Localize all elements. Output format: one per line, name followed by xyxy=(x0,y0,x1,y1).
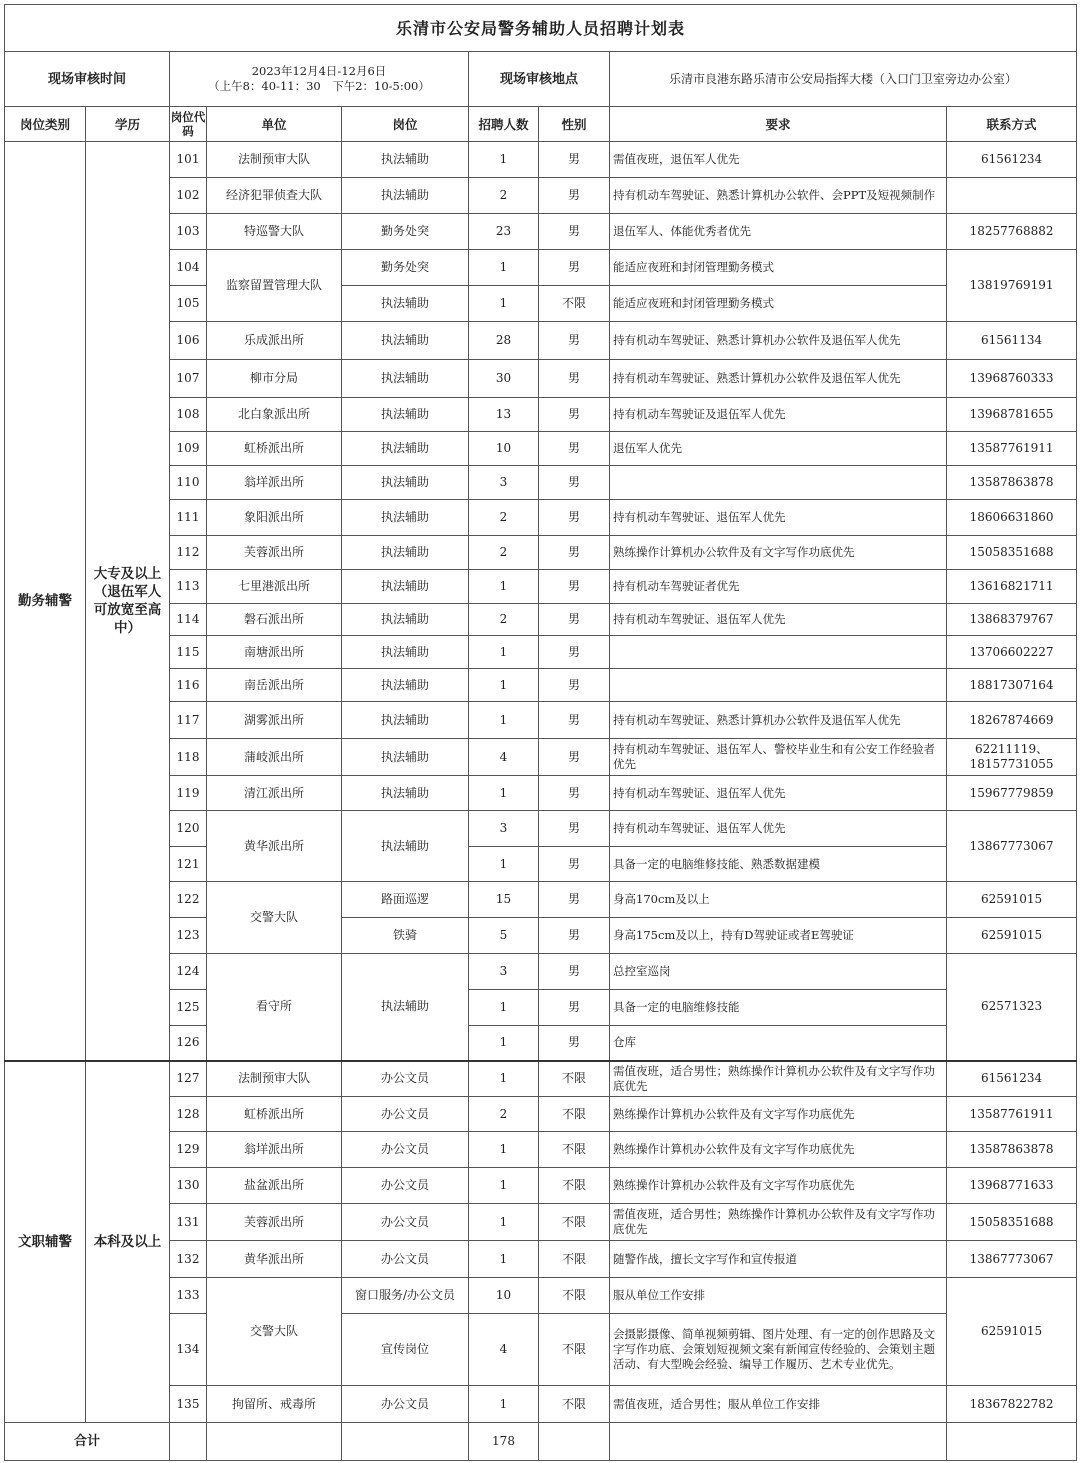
requirement-cell: 总控室巡岗 xyxy=(610,954,947,990)
contact-cell: 62571323 xyxy=(947,954,1077,1061)
requirement-cell: 具备一定的电脑维修技能、熟悉数据建模 xyxy=(610,847,947,882)
post-code-cell: 109 xyxy=(170,432,207,466)
header-education: 学历 xyxy=(86,107,170,142)
unit-cell: 芙蓉派出所 xyxy=(207,1204,342,1241)
unit-cell: 法制预审大队 xyxy=(207,1061,342,1097)
unit-cell: 蒲岐派出所 xyxy=(207,739,342,776)
post-code-cell: 118 xyxy=(170,739,207,776)
table-row xyxy=(5,1061,1077,1097)
post-code-cell: 113 xyxy=(170,570,207,604)
hire-count-cell: 3 xyxy=(469,954,539,990)
hire-count-cell: 2 xyxy=(469,1097,539,1132)
contact-cell: 13867773067 xyxy=(947,811,1077,882)
post-code-cell: 133 xyxy=(170,1278,207,1314)
contact-cell: 13968760333 xyxy=(947,360,1077,398)
contact-cell: 18606631860 xyxy=(947,500,1077,536)
total-empty-cell xyxy=(610,1423,947,1461)
hire-count-cell: 1 xyxy=(469,570,539,604)
contact-cell: 13587761911 xyxy=(947,432,1077,466)
post-cell: 办公文员 xyxy=(342,1097,469,1132)
unit-cell: 北白象派出所 xyxy=(207,398,342,432)
post-cell: 执法辅助 xyxy=(342,286,469,322)
requirement-cell xyxy=(610,636,947,669)
post-cell: 执法辅助 xyxy=(342,432,469,466)
gender-cell: 男 xyxy=(539,398,610,432)
contact-cell: 62591015 xyxy=(947,1278,1077,1386)
gender-cell: 不限 xyxy=(539,1168,610,1204)
contact-cell: 13616821711 xyxy=(947,570,1077,604)
post-code-cell: 131 xyxy=(170,1204,207,1241)
header-post: 岗位 xyxy=(342,107,469,142)
post-cell: 执法辅助 xyxy=(342,604,469,636)
hire-count-cell: 1 xyxy=(469,1061,539,1097)
gender-cell: 不限 xyxy=(539,1314,610,1386)
gender-cell: 男 xyxy=(539,536,610,570)
gender-cell: 不限 xyxy=(539,1386,610,1423)
post-cell: 办公文员 xyxy=(342,1241,469,1278)
requirement-cell: 持有机动车驾驶证、退伍军人优先 xyxy=(610,776,947,811)
requirement-cell: 持有机动车驾驶证、退伍军人优先 xyxy=(610,604,947,636)
post-cell: 办公文员 xyxy=(342,1168,469,1204)
contact-cell: 13968781655 xyxy=(947,398,1077,432)
gender-cell: 男 xyxy=(539,669,610,702)
gender-cell: 男 xyxy=(539,847,610,882)
unit-cell: 看守所 xyxy=(207,954,342,1061)
total-empty-cell xyxy=(342,1423,469,1461)
contact-cell: 18257768882 xyxy=(947,214,1077,250)
education-cell-duty: 大专及以上（退伍军人可放宽至高中） xyxy=(86,142,170,1061)
hire-count-cell: 28 xyxy=(469,322,539,360)
contact-cell: 13867773067 xyxy=(947,1241,1077,1278)
hire-count-cell: 15 xyxy=(469,882,539,918)
hire-count-cell: 30 xyxy=(469,360,539,398)
post-code-cell: 102 xyxy=(170,178,207,214)
unit-cell: 法制预审大队 xyxy=(207,142,342,178)
post-cell: 办公文员 xyxy=(342,1386,469,1423)
review-time-value xyxy=(170,52,469,107)
post-code-cell: 122 xyxy=(170,882,207,918)
hire-count-cell: 1 xyxy=(469,669,539,702)
gender-cell: 男 xyxy=(539,636,610,669)
unit-cell: 经济犯罪侦查大队 xyxy=(207,178,342,214)
contact-cell: 62591015 xyxy=(947,918,1077,954)
post-code-cell: 115 xyxy=(170,636,207,669)
requirement-cell: 熟练操作计算机办公软件及有文字写作功底优先 xyxy=(610,1097,947,1132)
hire-count-cell: 10 xyxy=(469,1278,539,1314)
post-code-cell: 110 xyxy=(170,466,207,500)
requirement-cell: 熟练操作计算机办公软件及有文字写作功底优先 xyxy=(610,1132,947,1168)
unit-cell: 柳市分局 xyxy=(207,360,342,398)
gender-cell: 男 xyxy=(539,882,610,918)
unit-cell: 特巡警大队 xyxy=(207,214,342,250)
unit-cell: 虹桥派出所 xyxy=(207,432,342,466)
hire-count-cell: 2 xyxy=(469,178,539,214)
post-code-cell: 130 xyxy=(170,1168,207,1204)
post-code-cell: 120 xyxy=(170,811,207,847)
unit-cell: 七里港派出所 xyxy=(207,570,342,604)
gender-cell: 男 xyxy=(539,466,610,500)
contact-cell: 18817307164 xyxy=(947,669,1077,702)
requirement-cell: 持有机动车驾驶证、退伍军人、警校毕业生和有公安工作经验者优先 xyxy=(610,739,947,776)
requirement-cell: 随警作战，擅长文字写作和宣传报道 xyxy=(610,1241,947,1278)
total-empty-cell xyxy=(539,1423,610,1461)
post-code-cell: 127 xyxy=(170,1061,207,1097)
post-code-cell: 108 xyxy=(170,398,207,432)
post-cell: 宣传岗位 xyxy=(342,1314,469,1386)
hire-count-cell: 1 xyxy=(469,702,539,739)
header-code: 岗位代码 xyxy=(170,107,207,142)
gender-cell: 男 xyxy=(539,604,610,636)
post-cell: 执法辅助 xyxy=(342,322,469,360)
requirement-cell: 熟练操作计算机办公软件及有文字写作功底优先 xyxy=(610,536,947,570)
post-code-cell: 134 xyxy=(170,1314,207,1386)
hire-count-cell: 2 xyxy=(469,500,539,536)
total-empty-cell xyxy=(207,1423,342,1461)
contact-cell: 61561134 xyxy=(947,322,1077,360)
requirement-cell: 持有机动车驾驶证、熟悉计算机办公软件、会PPT及短视频制作 xyxy=(610,178,947,214)
unit-cell: 南塘派出所 xyxy=(207,636,342,669)
post-cell: 执法辅助 xyxy=(342,142,469,178)
header-count: 招聘人数 xyxy=(469,107,539,142)
unit-cell: 清江派出所 xyxy=(207,776,342,811)
post-code-cell: 125 xyxy=(170,990,207,1026)
post-code-cell: 106 xyxy=(170,322,207,360)
review-time-label: 现场审核时间 xyxy=(5,52,170,107)
category-cell-duty: 勤务辅警 xyxy=(5,142,86,1061)
unit-cell: 监察留置管理大队 xyxy=(207,250,342,322)
recruitment-document xyxy=(4,4,1076,1461)
post-code-cell: 132 xyxy=(170,1241,207,1278)
requirement-cell: 身高175cm及以上，持有D驾驶证或者E驾驶证 xyxy=(610,918,947,954)
gender-cell: 男 xyxy=(539,990,610,1026)
review-time-dates: 2023年12月4日-12月6日 xyxy=(251,64,387,78)
post-code-cell: 101 xyxy=(170,142,207,178)
post-code-cell: 105 xyxy=(170,286,207,322)
total-row xyxy=(5,1423,1077,1461)
requirement-cell: 退伍军人、体能优秀者优先 xyxy=(610,214,947,250)
total-empty-cell xyxy=(947,1423,1077,1461)
hire-count-cell: 23 xyxy=(469,214,539,250)
hire-count-cell: 1 xyxy=(469,1204,539,1241)
post-cell: 执法辅助 xyxy=(342,636,469,669)
post-code-cell: 124 xyxy=(170,954,207,990)
post-code-cell: 114 xyxy=(170,604,207,636)
hire-count-cell: 4 xyxy=(469,739,539,776)
gender-cell: 男 xyxy=(539,432,610,466)
hire-count-cell: 3 xyxy=(469,466,539,500)
unit-cell: 黄华派出所 xyxy=(207,1241,342,1278)
unit-cell: 南岳派出所 xyxy=(207,669,342,702)
unit-cell: 交警大队 xyxy=(207,1278,342,1386)
post-cell: 勤务处突 xyxy=(342,250,469,286)
hire-count-cell: 1 xyxy=(469,250,539,286)
unit-cell: 象阳派出所 xyxy=(207,500,342,536)
hire-count-cell: 4 xyxy=(469,1314,539,1386)
requirement-cell: 服从单位工作安排 xyxy=(610,1278,947,1314)
gender-cell: 男 xyxy=(539,360,610,398)
post-code-cell: 104 xyxy=(170,250,207,286)
requirement-cell: 能适应夜班和封闭管理勤务模式 xyxy=(610,250,947,286)
gender-cell: 男 xyxy=(539,954,610,990)
hire-count-cell: 1 xyxy=(469,1168,539,1204)
requirement-cell: 需值夜班，退伍军人优先 xyxy=(610,142,947,178)
requirement-cell: 持有机动车驾驶证、退伍军人优先 xyxy=(610,500,947,536)
recruitment-table xyxy=(4,4,1077,1461)
post-cell: 执法辅助 xyxy=(342,466,469,500)
hire-count-cell: 1 xyxy=(469,990,539,1026)
hire-count-cell: 3 xyxy=(469,811,539,847)
requirement-cell: 需值夜班，适合男性；熟练操作计算机办公软件及有文字写作功底优先 xyxy=(610,1204,947,1241)
post-cell: 执法辅助 xyxy=(342,954,469,1061)
post-cell: 执法辅助 xyxy=(342,739,469,776)
education-cell-civil: 本科及以上 xyxy=(86,1061,170,1423)
contact-cell: 62211119、18157731055 xyxy=(947,739,1077,776)
hire-count-cell: 1 xyxy=(469,847,539,882)
contact-cell: 13706602227 xyxy=(947,636,1077,669)
unit-cell: 黄华派出所 xyxy=(207,811,342,882)
post-cell: 执法辅助 xyxy=(342,398,469,432)
page-title: 乐清市公安局警务辅助人员招聘计划表 xyxy=(5,5,1077,52)
unit-cell: 翁垟派出所 xyxy=(207,466,342,500)
post-cell: 执法辅助 xyxy=(342,669,469,702)
hire-count-cell: 1 xyxy=(469,142,539,178)
requirement-cell: 身高170cm及以上 xyxy=(610,882,947,918)
contact-cell: 61561234 xyxy=(947,142,1077,178)
review-place-value: 乐清市良港东路乐清市公安局指挥大楼（入口门卫室旁边办公室） xyxy=(610,52,1077,107)
post-cell: 窗口服务/办公文员 xyxy=(342,1278,469,1314)
gender-cell: 男 xyxy=(539,570,610,604)
header-contact: 联系方式 xyxy=(947,107,1077,142)
post-cell: 执法辅助 xyxy=(342,570,469,604)
hire-count-cell: 1 xyxy=(469,636,539,669)
gender-cell: 不限 xyxy=(539,1061,610,1097)
requirement-cell xyxy=(610,669,947,702)
post-code-cell: 111 xyxy=(170,500,207,536)
gender-cell: 不限 xyxy=(539,286,610,322)
requirement-cell: 仓库 xyxy=(610,1026,947,1061)
gender-cell: 男 xyxy=(539,702,610,739)
post-code-cell: 103 xyxy=(170,214,207,250)
total-label: 合计 xyxy=(5,1423,170,1461)
unit-cell: 虹桥派出所 xyxy=(207,1097,342,1132)
hire-count-cell: 1 xyxy=(469,1386,539,1423)
post-code-cell: 121 xyxy=(170,847,207,882)
gender-cell: 男 xyxy=(539,214,610,250)
contact-cell: 15967779859 xyxy=(947,776,1077,811)
hire-count-cell: 5 xyxy=(469,918,539,954)
post-code-cell: 116 xyxy=(170,669,207,702)
requirement-cell: 需值夜班，适合男性；服从单位工作安排 xyxy=(610,1386,947,1423)
post-code-cell: 112 xyxy=(170,536,207,570)
gender-cell: 男 xyxy=(539,1026,610,1061)
review-time-hours: （上午8：40-11：30 下午2：10-5:00） xyxy=(208,79,430,93)
contact-cell: 13819769191 xyxy=(947,250,1077,322)
header-category: 岗位类别 xyxy=(5,107,86,142)
requirement-cell: 持有机动车驾驶证、熟悉计算机办公软件及退伍军人优先 xyxy=(610,322,947,360)
requirement-cell: 持有机动车驾驶证及退伍军人优先 xyxy=(610,398,947,432)
hire-count-cell: 2 xyxy=(469,604,539,636)
contact-cell xyxy=(947,178,1077,214)
requirement-cell: 持有机动车驾驶证、熟悉计算机办公软件及退伍军人优先 xyxy=(610,702,947,739)
post-cell: 执法辅助 xyxy=(342,500,469,536)
requirement-cell: 持有机动车驾驶证、熟悉计算机办公软件及退伍军人优先 xyxy=(610,360,947,398)
post-cell: 办公文员 xyxy=(342,1061,469,1097)
hire-count-cell: 1 xyxy=(469,1026,539,1061)
requirement-cell: 需值夜班，适合男性；熟练操作计算机办公软件及有文字写作功底优先 xyxy=(610,1061,947,1097)
requirement-cell: 具备一定的电脑维修技能 xyxy=(610,990,947,1026)
hire-count-cell: 1 xyxy=(469,1132,539,1168)
requirement-cell: 持有机动车驾驶证、退伍军人优先 xyxy=(610,811,947,847)
header-requirement: 要求 xyxy=(610,107,947,142)
header-unit: 单位 xyxy=(207,107,342,142)
post-code-cell: 128 xyxy=(170,1097,207,1132)
gender-cell: 男 xyxy=(539,918,610,954)
unit-cell: 湖雾派出所 xyxy=(207,702,342,739)
category-cell-civil: 文职辅警 xyxy=(5,1061,86,1423)
contact-cell: 18367822782 xyxy=(947,1386,1077,1423)
gender-cell: 男 xyxy=(539,739,610,776)
post-code-cell: 126 xyxy=(170,1026,207,1061)
hire-count-cell: 1 xyxy=(469,286,539,322)
unit-cell: 磐石派出所 xyxy=(207,604,342,636)
hire-count-cell: 13 xyxy=(469,398,539,432)
table-row xyxy=(5,142,1077,178)
requirement-cell: 退伍军人优先 xyxy=(610,432,947,466)
post-cell: 执法辅助 xyxy=(342,702,469,739)
gender-cell: 男 xyxy=(539,142,610,178)
post-cell: 执法辅助 xyxy=(342,536,469,570)
gender-cell: 男 xyxy=(539,776,610,811)
post-cell: 办公文员 xyxy=(342,1132,469,1168)
unit-cell: 拘留所、戒毒所 xyxy=(207,1386,342,1423)
contact-cell: 13587761911 xyxy=(947,1097,1077,1132)
contact-cell: 13587863878 xyxy=(947,466,1077,500)
post-cell: 路面巡逻 xyxy=(342,882,469,918)
requirement-cell: 能适应夜班和封闭管理勤务模式 xyxy=(610,286,947,322)
total-value: 178 xyxy=(469,1423,539,1461)
total-empty-cell xyxy=(170,1423,207,1461)
gender-cell: 不限 xyxy=(539,1278,610,1314)
post-cell: 执法辅助 xyxy=(342,360,469,398)
contact-cell: 15058351688 xyxy=(947,536,1077,570)
gender-cell: 男 xyxy=(539,322,610,360)
gender-cell: 男 xyxy=(539,178,610,214)
contact-cell: 13968771633 xyxy=(947,1168,1077,1204)
hire-count-cell: 2 xyxy=(469,536,539,570)
gender-cell: 男 xyxy=(539,500,610,536)
hire-count-cell: 1 xyxy=(469,1241,539,1278)
header-gender: 性别 xyxy=(539,107,610,142)
post-cell: 铁骑 xyxy=(342,918,469,954)
requirement-cell: 持有机动车驾驶证者优先 xyxy=(610,570,947,604)
unit-cell: 盐盆派出所 xyxy=(207,1168,342,1204)
post-cell: 勤务处突 xyxy=(342,214,469,250)
gender-cell: 男 xyxy=(539,250,610,286)
hire-count-cell: 10 xyxy=(469,432,539,466)
requirement-cell: 会摄影摄像、简单视频剪辑、图片处理、有一定的创作思路及文字写作功底、会策划短视频文案有新闻宣传经验的、会策划主题活动、有大型晚会经验、编导工作履历、艺术专业优先。 xyxy=(610,1314,947,1386)
gender-cell: 不限 xyxy=(539,1097,610,1132)
unit-cell: 翁垟派出所 xyxy=(207,1132,342,1168)
gender-cell: 不限 xyxy=(539,1241,610,1278)
contact-cell: 61561234 xyxy=(947,1061,1077,1097)
requirement-cell: 熟练操作计算机办公软件及有文字写作功底优先 xyxy=(610,1168,947,1204)
gender-cell: 不限 xyxy=(539,1132,610,1168)
contact-cell: 13868379767 xyxy=(947,604,1077,636)
review-place-label: 现场审核地点 xyxy=(469,52,610,107)
post-cell: 执法辅助 xyxy=(342,178,469,214)
unit-cell: 交警大队 xyxy=(207,882,342,954)
requirement-cell xyxy=(610,466,947,500)
post-code-cell: 135 xyxy=(170,1386,207,1423)
contact-cell: 15058351688 xyxy=(947,1204,1077,1241)
post-cell: 执法辅助 xyxy=(342,811,469,882)
hire-count-cell: 1 xyxy=(469,776,539,811)
unit-cell: 芙蓉派出所 xyxy=(207,536,342,570)
contact-cell: 62591015 xyxy=(947,882,1077,918)
post-code-cell: 129 xyxy=(170,1132,207,1168)
post-code-cell: 123 xyxy=(170,918,207,954)
gender-cell: 不限 xyxy=(539,1204,610,1241)
contact-cell: 18267874669 xyxy=(947,702,1077,739)
post-code-cell: 119 xyxy=(170,776,207,811)
unit-cell: 乐成派出所 xyxy=(207,322,342,360)
post-code-cell: 117 xyxy=(170,702,207,739)
post-cell: 办公文员 xyxy=(342,1204,469,1241)
post-code-cell: 107 xyxy=(170,360,207,398)
gender-cell: 男 xyxy=(539,811,610,847)
post-cell: 执法辅助 xyxy=(342,776,469,811)
contact-cell: 13587863878 xyxy=(947,1132,1077,1168)
